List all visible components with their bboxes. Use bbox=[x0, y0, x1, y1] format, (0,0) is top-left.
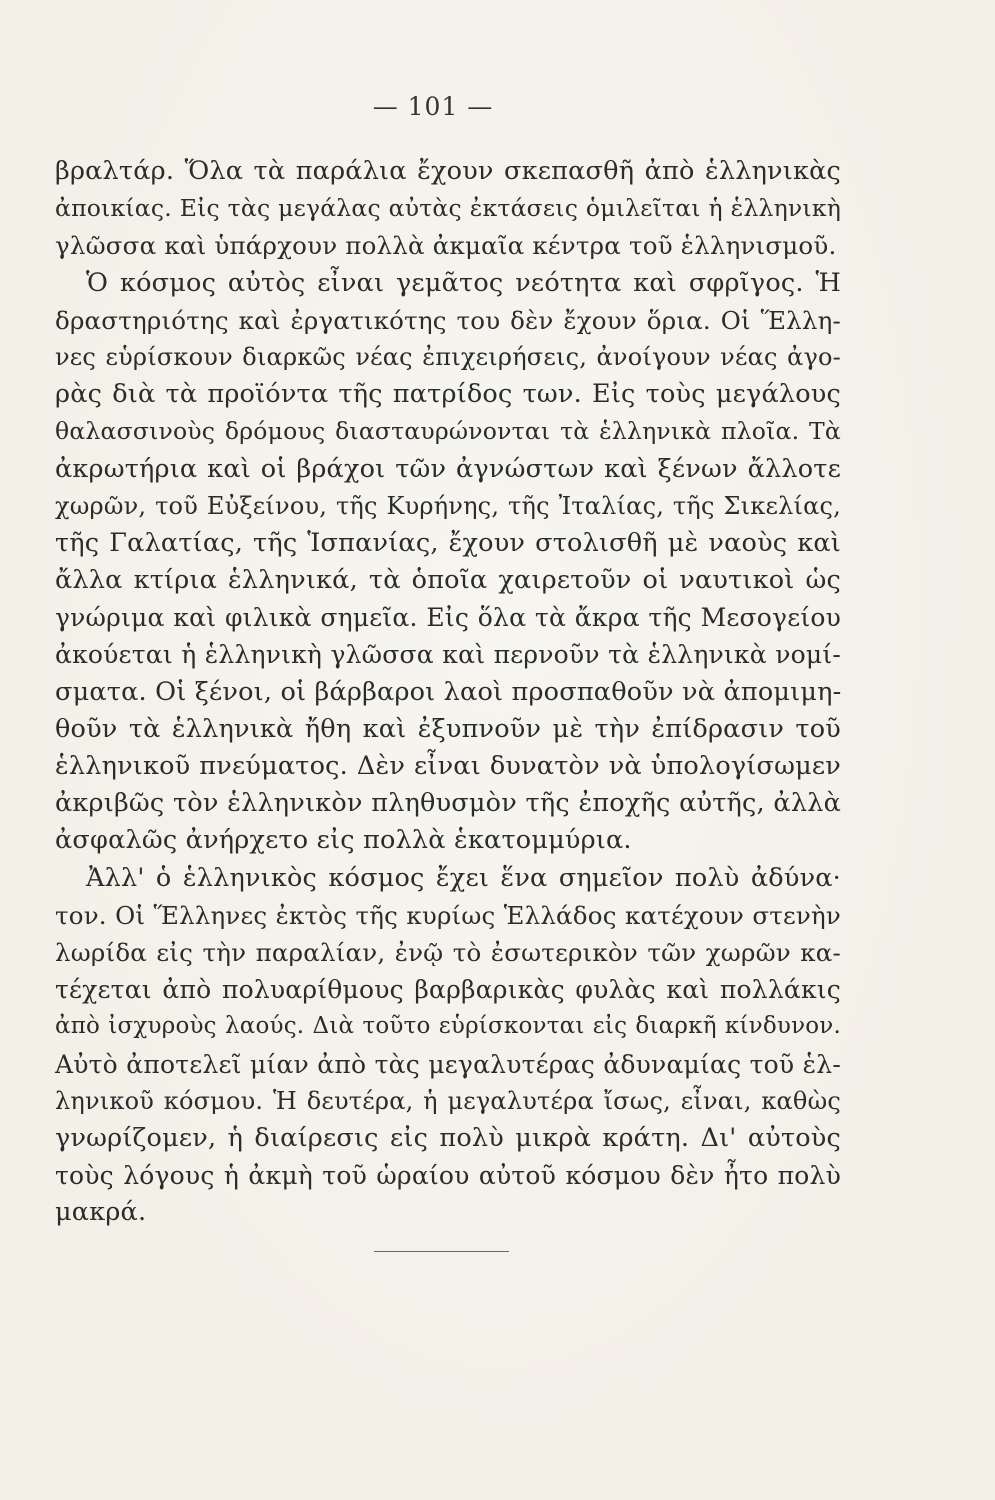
text-line: ληνικοῦ κόσμου. Ἡ δευτέρα, ἡ μεγαλυτέρα ἴσως, εἶναι, καθὼς bbox=[55, 1086, 841, 1115]
text-line: μακρά. bbox=[55, 1197, 147, 1228]
text-line: Αὐτὸ ἀποτελεῖ μίαν ἀπὸ τὰς μεγαλυτέρας ἀδυναμίας τοῦ ἑλ- bbox=[55, 1049, 841, 1079]
text-line: θαλασσινοὺς δρόμους διασταυρώνονται τὰ ἑλληνικὰ πλοῖα. Τὰ bbox=[55, 417, 841, 446]
paragraph bbox=[55, 265, 841, 860]
text-line: Ὁ κόσμος αὐτὸς εἶναι γεμᾶτος νεότητα καὶ σφρῖγος. Ἡ bbox=[86, 267, 841, 298]
text-line: νες εὑρίσκουν διαρκῶς νέας ἐπιχειρήσεις, ἀνοίγουν νέας ἀγο- bbox=[55, 342, 841, 371]
text-line: ἀκούεται ἡ ἑλληνικὴ γλῶσσα καὶ περνοῦν τὰ ἑλληνικὰ νομί- bbox=[55, 640, 841, 670]
text-line: βραλτάρ. Ὅλα τὰ παράλια ἔχουν σκεπασθῆ ἀπὸ ἑλληνικὰς bbox=[55, 156, 841, 186]
text-line: λωρίδα εἰς τὴν παραλίαν, ἐνῷ τὸ ἐσωτερικὸν τῶν χωρῶν κα- bbox=[55, 937, 841, 967]
text-line: σματα. Οἱ ξένοι, οἱ βάρβαροι λαοὶ προσπαθοῦν νὰ ἀπομιμη- bbox=[55, 676, 842, 707]
text-line: ρὰς διὰ τὰ προϊόντα τῆς πατρίδος των. Εἰς τοὺς μεγάλους bbox=[55, 379, 841, 410]
text-line: ἀκριβῶς τὸν ἑλληνικὸν πληθυσμὸν τῆς ἐποχῆς αὐτῆς, ἀλλὰ bbox=[55, 788, 841, 819]
text-line: ἄλλα κτίρια ἑλληνικά, τὰ ὁποῖα χαιρετοῦν οἱ ναυτικοὶ ὡς bbox=[55, 565, 841, 596]
text-line: ἑλληνικοῦ πνεύματος. Δὲν εἶναι δυνατὸν νὰ ὑπολογίσωμεν bbox=[55, 751, 841, 781]
text-line: Ἀλλ' ὁ ἑλληνικὸς κόσμος ἔχει ἕνα σημεῖον πολὺ ἀδύνα· bbox=[86, 862, 841, 893]
paragraph bbox=[55, 860, 841, 1232]
text-line: ἀπὸ ἰσχυροὺς λαούς. Διὰ τοῦτο εὑρίσκονται εἰς διαρκῆ κίνδυνον. bbox=[55, 1013, 841, 1040]
text-line: θοῦν τὰ ἑλληνικὰ ἤθη καὶ ἐξυπνοῦν μὲ τὴν ἐπίδρασιν τοῦ bbox=[55, 713, 841, 744]
paragraph bbox=[55, 153, 841, 265]
text-line: ἀσφαλῶς ἀνήρχετο εἰς πολλὰ ἑκατομμύρια. bbox=[55, 825, 632, 856]
page-number: — 101 — bbox=[372, 92, 494, 121]
text-line: τῆς Γαλατίας, τῆς Ἱσπανίας, ἔχουν στολισθῆ μὲ ναοὺς καὶ bbox=[55, 527, 841, 558]
body-text bbox=[55, 153, 841, 1231]
text-line: γλῶσσα καὶ ὑπάρχουν πολλὰ ἀκμαῖα κέντρα τοῦ ἑλληνισμοῦ. bbox=[55, 231, 837, 261]
text-line: τοὺς λόγους ἡ ἀκμὴ τοῦ ὡραίου αὐτοῦ κόσμου δὲν ἦτο πολὺ bbox=[55, 1161, 841, 1191]
text-line: ἀκρωτήρια καὶ οἱ βράχοι τῶν ἀγνώστων καὶ ξένων ἄλλοτε bbox=[55, 453, 841, 484]
text-line: δραστηριότης καὶ ἐργατικότης του δὲν ἔχουν ὅρια. Οἱ Ἕλλη- bbox=[55, 305, 841, 335]
end-rule bbox=[374, 1251, 509, 1252]
text-line: χωρῶν, τοῦ Εὐξείνου, τῆς Κυρήνης, τῆς Ἰταλίας, τῆς Σικελίας, bbox=[55, 491, 841, 520]
text-line: γνώριμα καὶ φιλικὰ σημεῖα. Εἰς ὅλα τὰ ἄκρα τῆς Μεσογείου bbox=[55, 603, 841, 633]
text-line: γνωρίζομεν, ἡ διαίρεσις εἰς πολὺ μικρὰ κράτη. Δι' αὐτοὺς bbox=[55, 1122, 841, 1153]
text-line: τον. Οἱ Ἕλληνες ἐκτὸς τῆς κυρίως Ἑλλάδος κατέχουν στενὴν bbox=[55, 900, 841, 930]
text-line: ἀποικίας. Εἰς τὰς μεγάλας αὐτὰς ἐκτάσεις ὁμιλεῖται ἡ ἑλληνικὴ bbox=[55, 194, 841, 223]
text-line: τέχεται ἀπὸ πολυαρίθμους βαρβαρικὰς φυλὰς καὶ πολλάκις bbox=[55, 975, 841, 1005]
